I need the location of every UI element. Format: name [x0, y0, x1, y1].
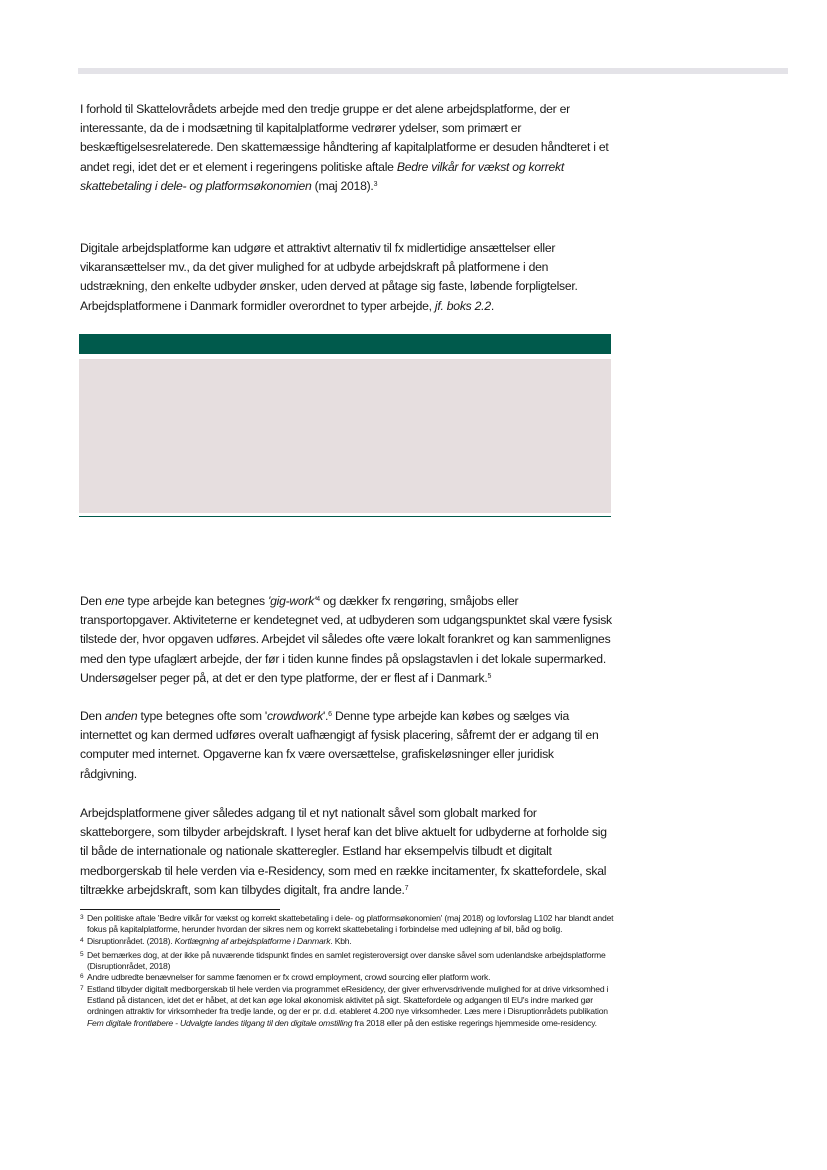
- paragraph-3: Den ene type arbejde kan betegnes '$gig-work'^4$ og dækker fx rengøring, småjobs eller transportopgaver. Aktiviteterne er kendetegnet ved, at udbyderen som udgangspunktet skal være fysisk tilstede der, hvor opgaven udføres. Arbejdet vil således ofte være lokalt forankret og kan sammenlignes med den type ufaglært arbejde, der før i tiden kunne findes på opslagstavlen i det lokale supermarked. Undersøgelser peger på, at det er den type platforme, der er flest af i Danmark.$^5$: [80, 594, 612, 685]
- paragraph-4: Den anden type betegnes ofte som 'crowdwork'.$^6$ Denne type arbejde kan købes og sælges via internettet og kan dermed udføres overalt uafhængigt af fysisk placering, såfremt der er adgang til en computer med internet. Opgaverne kan fx være oversættelse, grafiskeløsninger eller juridisk rådgivning.: [80, 709, 599, 781]
- para4-text: Denne type arbejde kan købes og sælges via internettet og kan dermed udføres overalt uafhængigt af fysisk placering, såfremt der er adgang til en computer med internet. Opgaverne kan fx være oversættelse, grafiskeløsninger eller juridisk rådgivning.: [80, 709, 599, 781]
- box-2-2-body: [79, 359, 611, 513]
- footnotes: [80, 913, 620, 1029]
- para1-text-end: (maj 2018).: [311, 178, 374, 193]
- footnote-ref-6[interactable]: 6: [328, 711, 332, 718]
- top-rule: [78, 68, 788, 74]
- footnote-4: 4 Disruptionrådet. (2018). Kortlægning af arbejdsplatforme i Danmark. Kbh.: [80, 935, 352, 946]
- box-2-2-header: [79, 334, 611, 354]
- footnote-ref-7[interactable]: 7: [404, 884, 409, 892]
- para3-text: og dækker fx rengøring, småjobs eller transportopgaver. Aktiviteterne er kendetegnet ved, at udbyderen som udgangspunktet skal være fysisk tilstede der, hvor opgaven udføres. Arbejdet vil således ofte være lokalt forankret og kan sammenlignes med den type ufaglært arbejde, der før i tiden kunne findes på opslagstavlen i det lokale supermarked. Undersøgelser peger på, at det er den type platforme, der er flest af i Danmark.: [80, 594, 612, 685]
- footnote-6: 6 Andre udbredte benævnelser for samme fænomen er fx crowd employment, crowd sourcing eller platform work.: [80, 972, 491, 983]
- paragraph-5: [80, 804, 612, 900]
- paragraph-1: [80, 100, 612, 196]
- footnote-separator: [80, 909, 280, 910]
- para2-text: Digitale arbejdsplatforme kan udgøre et attraktivt alternativ til fx midlertidige ansættelser eller vikaransættelser mv., da det giver mulighed for at udbyde arbejdskraft på platformene i den udstrækning, den enkelte udbyder ønsker, uden derved at påtage sig faste, løbende forpligtelser. Arbejdsplatformene i Danmark formidler overordnet to typer arbejde,: [80, 241, 578, 313]
- box-2-2-bottom-rule: [79, 516, 611, 517]
- paragraph-2: Digitale arbejdsplatforme kan udgøre et attraktivt alternativ til fx midlertidige ansættelser eller vikaransættelser mv., da det giver mulighed for at udbyde arbejdskraft på platformene i den udstrækning, den enkelte udbyder ønsker, uden derved at påtage sig faste, løbende forpligtelser. Arbejdsplatformene i Danmark formidler overordnet to typer arbejde, jf. boks 2.2.: [80, 241, 578, 313]
- box-reference: jf. boks 2.2: [434, 298, 491, 313]
- term-gig-work: 'gig-work': [268, 594, 317, 608]
- agreement-title: Bedre vilkår for vækst og korrekt skattebetaling i dele- og platformsøkonomien: [80, 159, 564, 193]
- footnote-3: 3 Den politiske aftale 'Bedre vilkår for vækst og korrekt skattebetaling i dele- og platformsøkonomien' (maj 2018) og lovforslag L102 har blandt andet fokus på kapitalplatforme, herunder hvordan der sikres nem og korrekt skattebetaling i forbindelse med udlejning af bil, båd og bolig.: [80, 913, 614, 935]
- footnote-7: 7 Estland tilbyder digitalt medborgerskab til hele verden via programmet eResidency, der giver erhvervsdrivende mulighed for at drive virksomhed i Estland på distancen, idet det er håbet, at det kan øge lokal økonomisk aktivitet på sigt. Skattefordele og adgangen til EU's indre marked gør ordningen attraktiv for virksomheder fra tredje lande, og der er pr. d.d. etableret 4.200 nye virksomheder. Læs mere i Disruptionrådets publikation Fem digitale frontløbere - Udvalgte landes tilgang til den digitale omstilling fra 2018 eller på den estiske regerings hjemmeside ome-residency.: [80, 983, 609, 1028]
- para1-text: I forhold til Skattelovrådets arbejde med den tredje gruppe er det alene arbejdsplatforme, der er interessante, da de i modsætning til kapitalplatforme vedrører ydelser, som primært er beskæftigelsesrelaterede. Den skattemæssige håndtering af kapitalplatforme er desuden håndteret i et andet regi, idet det er et element i regeringens politiske aftale: [80, 102, 609, 174]
- term-crowdwork: crowdwork: [266, 709, 323, 723]
- para5-text: Arbejdsplatformene giver således adgang til et nyt nationalt såvel som globalt marked for skatteborgere, som tilbyder arbejdskraft. I lyset heraf kan det blive aktuelt for udbyderne at forholde sig til både de internationale og nationale skatteregler. Estland har eksempelvis tilbudt et digitalt medborgerskab til hele verden via e-Residency, som med en række incitamenter, fx skattefordele, skal tiltrække arbejdskraft, som kan tilbydes digitalt, fra andre lande.: [80, 806, 607, 897]
- footnote-5: 5 Det bemærkes dog, at der ikke på nuværende tidspunkt findes en samlet registeroversigt over danske såvel som udenlandske arbejdsplatforme (Disruptionrådet, 2018): [80, 949, 606, 972]
- footnote-ref-3[interactable]: 3: [373, 180, 378, 188]
- footnote-ref-4[interactable]: 4: [316, 596, 320, 603]
- footnote-ref-5[interactable]: 5: [487, 672, 492, 680]
